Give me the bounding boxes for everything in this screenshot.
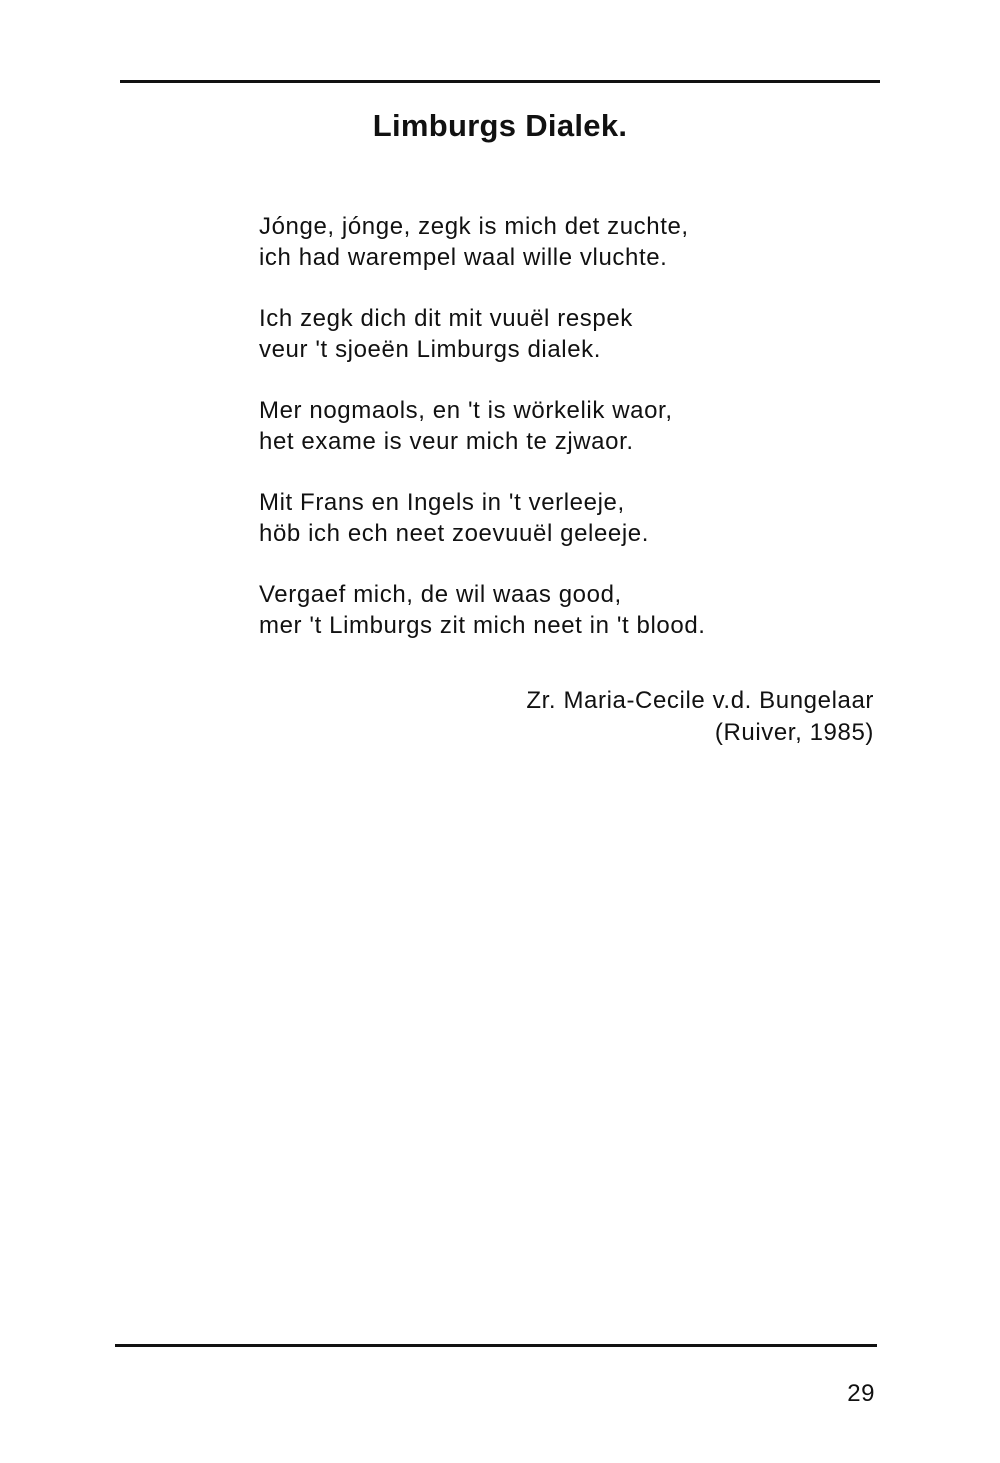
poem-line: het exame is veur mich te zjwaor.	[259, 428, 634, 455]
poem-line: Mit Frans en Ingels in 't verleeje,	[259, 489, 625, 516]
page-number: 29	[847, 1380, 875, 1407]
poem-line: veur 't sjoeën Limburgs dialek.	[259, 336, 602, 363]
poem-line: Vergaef mich, de wil waas good,	[259, 581, 622, 608]
poem-line: ich had warempel waal wille vluchte.	[259, 244, 668, 271]
poem-title: Limburgs Dialek.	[372, 108, 628, 143]
poem-line: mer 't Limburgs zit mich neet in 't blood.	[259, 612, 706, 639]
stanza-5	[259, 579, 879, 641]
poem-line: Ich zegk dich dit mit vuuël respek	[259, 305, 633, 332]
attribution	[526, 685, 874, 749]
author-name: Zr. Maria-Cecile v.d. Bungelaar	[526, 687, 874, 714]
stanza-2	[259, 303, 879, 365]
bottom-rule	[115, 1344, 877, 1347]
poem-line: höb ich ech neet zoevuuël geleeje.	[259, 520, 650, 547]
poem-line: Mer nogmaols, en 't is wörkelik waor,	[259, 397, 673, 424]
top-rule	[120, 80, 880, 83]
source-citation: (Ruiver, 1985)	[714, 719, 874, 746]
poem-line: Jónge, jónge, zegk is mich det zuchte,	[259, 213, 689, 240]
stanza-1	[259, 211, 879, 273]
stanza-4	[259, 487, 879, 549]
poem-body	[259, 211, 879, 671]
stanza-3	[259, 395, 879, 457]
